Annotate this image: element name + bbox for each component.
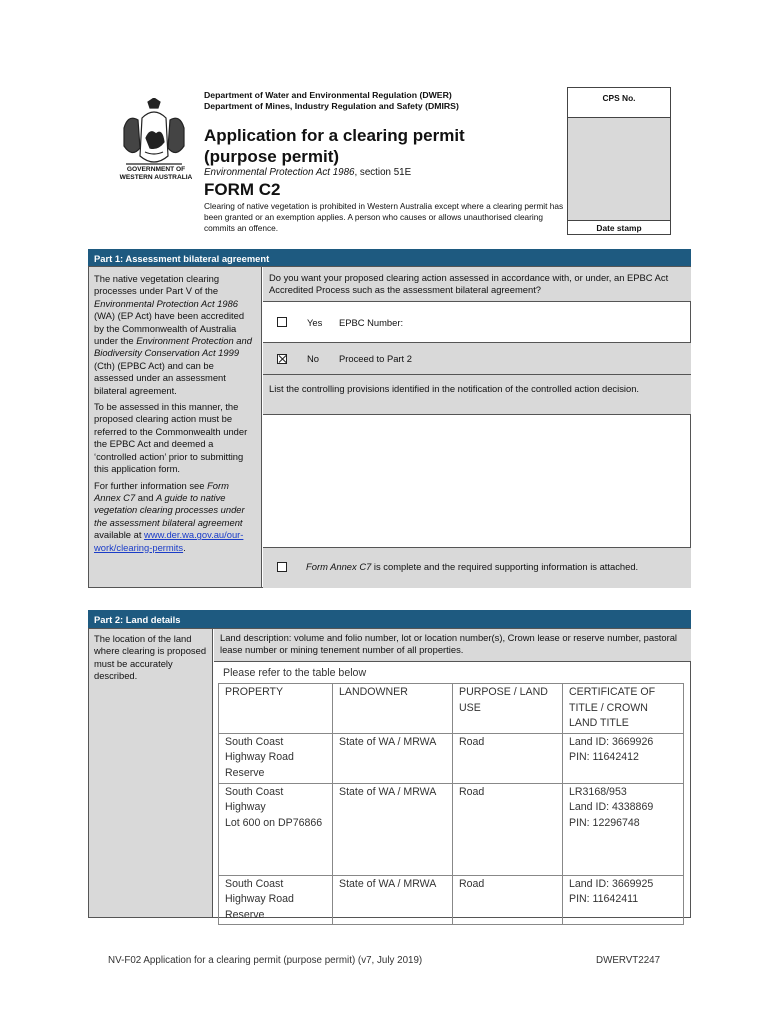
annex-c7-statement: is complete and the required supporting information is attached. xyxy=(371,561,639,572)
table-cell[interactable]: Land ID: 3669925 PIN: 11642411 xyxy=(563,875,684,925)
act-name: Environmental Protection Act 1986 xyxy=(204,167,355,178)
dept-dmirs: Department of Mines, Industry Regulation and Safety (DMIRS) xyxy=(204,101,459,111)
yes-label: Yes xyxy=(307,317,323,328)
part1-info-text: The native vegetation clearing processes under Part V of the xyxy=(94,273,220,297)
part1-info-text: and xyxy=(135,491,157,503)
clearing-warning: Clearing of native vegetation is prohibited in Western Australia except where a clearing permit has been granted or an exemption applies. A person who causes or allows unauthorised clearing commits an offence. xyxy=(204,201,564,233)
table-cell[interactable]: Road xyxy=(453,733,563,783)
table-row xyxy=(219,783,684,875)
part1-info-para3 xyxy=(94,480,256,554)
table-cell[interactable]: State of WA / MRWA xyxy=(333,875,453,925)
part1-info-panel xyxy=(89,267,262,587)
yes-option-row xyxy=(263,302,691,343)
table-header-row xyxy=(219,684,684,734)
part1-info-text: For further information see xyxy=(94,479,208,491)
table-cell[interactable]: South Coast Highway Lot 600 on DP76866 xyxy=(219,783,333,875)
part1-info-guide: A guide to native vegetation clearing processes under the assessment bilateral agreement xyxy=(94,491,245,528)
part2-info-panel: The location of the land where clearing is proposed must be accurately described. xyxy=(89,629,213,917)
epbc-number-label: EPBC Number: xyxy=(339,317,404,328)
land-description-label: Land description: volume and folio number, lot or location number(s), Crown lease or reserve number, pastoral lease number or mining tenement number of all properties. xyxy=(214,629,691,662)
table-cell[interactable]: State of WA / MRWA xyxy=(333,783,453,875)
cps-number-field[interactable]: CPS No. xyxy=(568,88,670,118)
table-cell[interactable]: Land ID: 3669926 PIN: 11642412 xyxy=(563,733,684,783)
government-of-wa-label: GOVERNMENT OF WESTERN AUSTRALIA xyxy=(119,166,193,181)
part1-info-text: (Cth) (EPBC Act) and can be assessed under an assessment bilateral agreement. xyxy=(94,359,226,396)
dept-dwer: Department of Water and Environmental Regulation (DWER) xyxy=(204,90,452,100)
epbc-number-field[interactable] xyxy=(413,310,683,334)
form-title xyxy=(204,125,465,167)
annex-c7-row xyxy=(263,548,691,588)
yes-checkbox[interactable] xyxy=(277,317,287,327)
act-reference xyxy=(204,167,411,178)
part2-heading: Part 2: Land details xyxy=(88,610,691,628)
clearing-permits-link[interactable]: www.der.wa.gov.au/our-work/clearing-permits xyxy=(94,529,244,553)
table-row xyxy=(219,733,684,783)
part1-info-act: Environment Protection and Biodiversity Conservation Act 1999 xyxy=(94,335,252,359)
part1-heading: Part 1: Assessment bilateral agreement xyxy=(88,249,691,267)
cps-box xyxy=(567,87,671,235)
table-cell[interactable]: State of WA / MRWA xyxy=(333,733,453,783)
table-cell[interactable]: Road xyxy=(453,783,563,875)
epbc-question: Do you want your proposed clearing action assessed in accordance with, or under, an EPBC Act Accredited Process such as the assessment bilateral agreement? xyxy=(263,267,691,302)
part1-info-annex: Form Annex C7 xyxy=(94,479,229,503)
footer-form-reference: NV-F02 Application for a clearing permit (purpose permit) (v7, July 2019) xyxy=(108,955,423,966)
form-title-line2: (purpose permit) xyxy=(204,147,340,166)
no-option-row xyxy=(263,343,691,375)
form-number: FORM C2 xyxy=(204,180,281,199)
annex-c7-text xyxy=(306,561,638,573)
table-row xyxy=(219,875,684,925)
refer-table-text: Please refer to the table below xyxy=(223,667,367,679)
part1-info-text: available at xyxy=(94,529,145,541)
table-header-cell: LANDOWNER xyxy=(333,684,453,734)
footer-code: DWERVT2247 xyxy=(596,955,661,966)
controlling-provisions-label: List the controlling provisions identified in the notification of the controlled action decision. xyxy=(263,375,691,415)
table-cell[interactable]: South Coast Highway Road Reserve xyxy=(219,733,333,783)
no-checkbox-checked[interactable] xyxy=(277,354,287,364)
date-stamp-label: Date stamp xyxy=(568,220,670,234)
table-header-cell: PROPERTY xyxy=(219,684,333,734)
part1-info-act: Environmental Protection Act 1986 xyxy=(94,297,239,309)
part1-info-text: . xyxy=(183,541,186,553)
land-details-table xyxy=(218,683,684,925)
part1-info-para1 xyxy=(94,273,256,397)
table-cell[interactable]: Road xyxy=(453,875,563,925)
part1-info-text: (WA) (EP Act) have been accredited by the Commonwealth of Australia under the xyxy=(94,310,245,347)
table-cell[interactable]: LR3168/953 Land ID: 4338869 PIN: 12296748 xyxy=(563,783,684,875)
controlling-provisions-field[interactable] xyxy=(263,415,691,548)
table-header-cell: CERTIFICATE OF TITLE / CROWN LAND TITLE xyxy=(563,684,684,734)
act-section: , section 51E xyxy=(354,167,412,178)
department-names xyxy=(204,90,459,112)
annex-c7-checkbox[interactable] xyxy=(277,562,287,572)
no-label: No xyxy=(307,353,319,364)
part1-section xyxy=(88,266,691,588)
part1-info-para2: To be assessed in this manner, the proposed clearing action must be referred to the Commonwealth under the EPBC Act and deemed a ‘controlled action’ prior to submitting this application form. xyxy=(94,401,248,475)
proceed-to-part2-text: Proceed to Part 2 xyxy=(339,353,412,364)
annex-c7-italic: Form Annex C7 xyxy=(306,561,372,572)
table-header-cell: PURPOSE / LAND USE xyxy=(453,684,563,734)
form-title-line1: Application for a clearing permit xyxy=(204,126,465,145)
table-cell[interactable]: South Coast Highway Road Reserve xyxy=(219,875,333,925)
